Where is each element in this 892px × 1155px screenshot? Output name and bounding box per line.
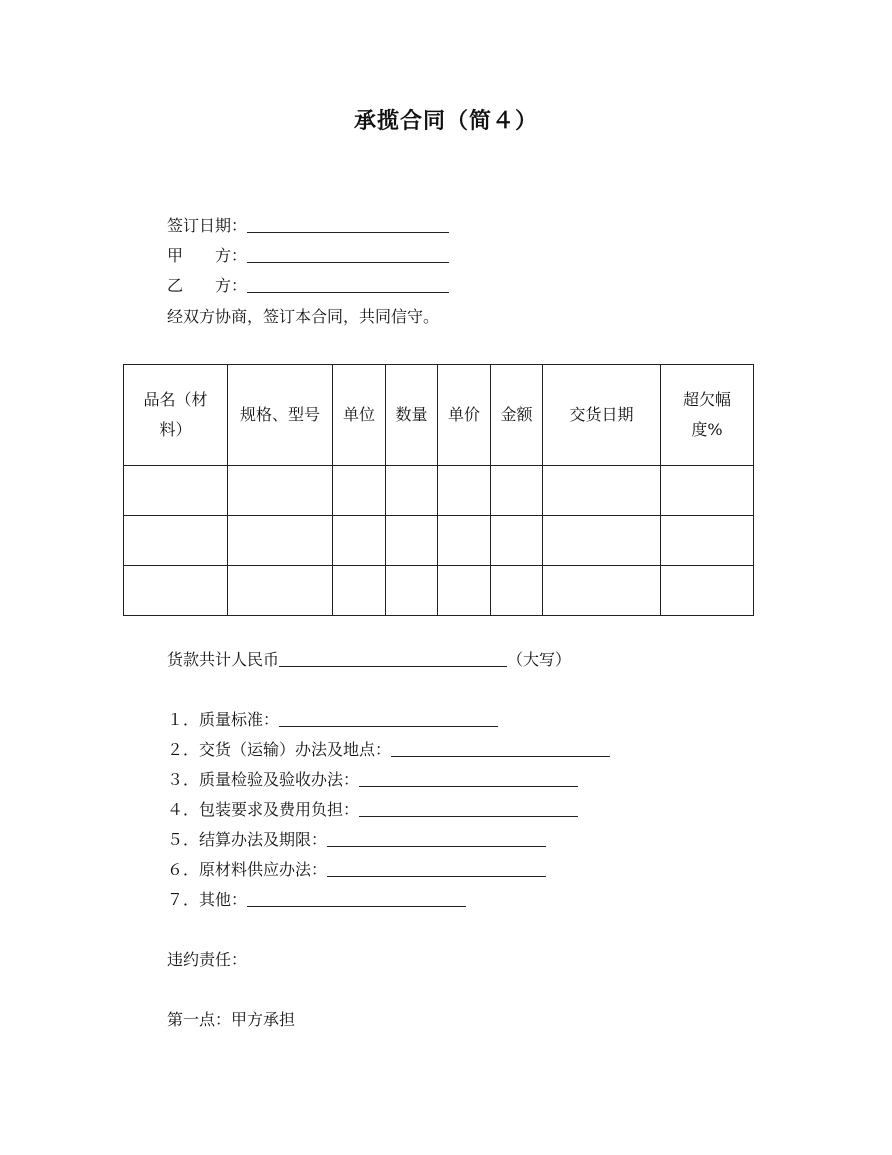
- clause-number: ３．: [167, 770, 200, 789]
- table-header-row: [124, 365, 754, 466]
- table-row: [124, 466, 754, 516]
- table-cell[interactable]: [333, 566, 386, 616]
- party-b-row: [167, 275, 449, 297]
- signing-date-row: [167, 215, 449, 237]
- table-cell[interactable]: [438, 516, 491, 566]
- clause-field[interactable]: [279, 710, 498, 727]
- table-cell[interactable]: [386, 516, 438, 566]
- table-row: [124, 566, 754, 616]
- clause-label: 其他：: [199, 890, 248, 909]
- table-cell[interactable]: [228, 516, 333, 566]
- point-one-text: 第一点：甲方承担: [167, 1010, 296, 1029]
- breach-liability-heading: 违约责任：: [167, 950, 248, 969]
- col-header-unit-price: 单价: [438, 365, 491, 466]
- col-header-tolerance: 超欠幅度%: [661, 365, 754, 466]
- table-cell[interactable]: [124, 566, 228, 616]
- table-cell[interactable]: [228, 466, 333, 516]
- clause-delivery-method: [167, 739, 610, 761]
- payment-row: [167, 649, 571, 671]
- party-b-label: 乙 方：: [167, 276, 248, 295]
- table-cell[interactable]: [333, 466, 386, 516]
- col-header-unit: 单位: [333, 365, 386, 466]
- clause-label: 结算办法及期限：: [199, 830, 328, 849]
- clause-label: 质量检验及验收办法：: [199, 770, 360, 789]
- goods-table: [123, 364, 754, 616]
- clause-label: 交货（运输）办法及地点：: [199, 740, 392, 759]
- clause-field[interactable]: [327, 830, 546, 847]
- table-cell[interactable]: [661, 566, 754, 616]
- table-cell[interactable]: [543, 566, 661, 616]
- payment-suffix: （大写）: [507, 650, 572, 669]
- clause-number: ７．: [167, 890, 200, 909]
- table-cell[interactable]: [491, 516, 543, 566]
- clause-other: [167, 889, 466, 911]
- clause-number: ５．: [167, 830, 200, 849]
- table-cell[interactable]: [386, 566, 438, 616]
- table-cell[interactable]: [333, 516, 386, 566]
- table-cell[interactable]: [386, 466, 438, 516]
- table-cell[interactable]: [661, 516, 754, 566]
- clause-quality-standard: [167, 709, 498, 731]
- clause-raw-materials: [167, 859, 546, 881]
- table-cell[interactable]: [438, 466, 491, 516]
- table-cell[interactable]: [491, 566, 543, 616]
- table-cell[interactable]: [438, 566, 491, 616]
- table-row: [124, 516, 754, 566]
- clause-packaging: [167, 799, 578, 821]
- payment-label: 货款共计人民币: [167, 650, 280, 669]
- clause-label: 包装要求及费用负担：: [199, 800, 360, 819]
- party-b-field[interactable]: [247, 276, 449, 293]
- signing-date-label: 签订日期：: [167, 216, 248, 235]
- party-a-field[interactable]: [247, 246, 449, 263]
- clause-label: 质量标准：: [199, 710, 280, 729]
- document-title: 承揽合同（简４）: [353, 108, 538, 134]
- clause-field[interactable]: [327, 860, 546, 877]
- payment-amount-field[interactable]: [279, 650, 507, 667]
- col-header-amount: 金额: [491, 365, 543, 466]
- intro-text: 经双方协商，签订本合同，共同信守。: [167, 307, 440, 326]
- col-header-delivery-date: 交货日期: [543, 365, 661, 466]
- table-cell[interactable]: [491, 466, 543, 516]
- clause-field[interactable]: [391, 740, 610, 757]
- table-cell[interactable]: [543, 516, 661, 566]
- party-a-row: [167, 245, 449, 267]
- clause-number: ６．: [167, 860, 200, 879]
- table-cell[interactable]: [124, 516, 228, 566]
- clause-field[interactable]: [359, 800, 578, 817]
- clause-label: 原材料供应办法：: [199, 860, 328, 879]
- table-cell[interactable]: [124, 466, 228, 516]
- col-header-name: 品名（材料）: [124, 365, 228, 466]
- table-cell[interactable]: [661, 466, 754, 516]
- table-cell[interactable]: [543, 466, 661, 516]
- clause-field[interactable]: [359, 770, 578, 787]
- clause-number: ４．: [167, 800, 200, 819]
- clause-field[interactable]: [247, 890, 466, 907]
- clause-number: １．: [167, 710, 200, 729]
- clause-number: ２．: [167, 740, 200, 759]
- signing-date-field[interactable]: [247, 216, 449, 233]
- col-header-spec: 规格、型号: [228, 365, 333, 466]
- party-a-label: 甲 方：: [167, 246, 248, 265]
- clause-inspection: [167, 769, 578, 791]
- table-cell[interactable]: [228, 566, 333, 616]
- col-header-quantity: 数量: [386, 365, 438, 466]
- clause-settlement: [167, 829, 546, 851]
